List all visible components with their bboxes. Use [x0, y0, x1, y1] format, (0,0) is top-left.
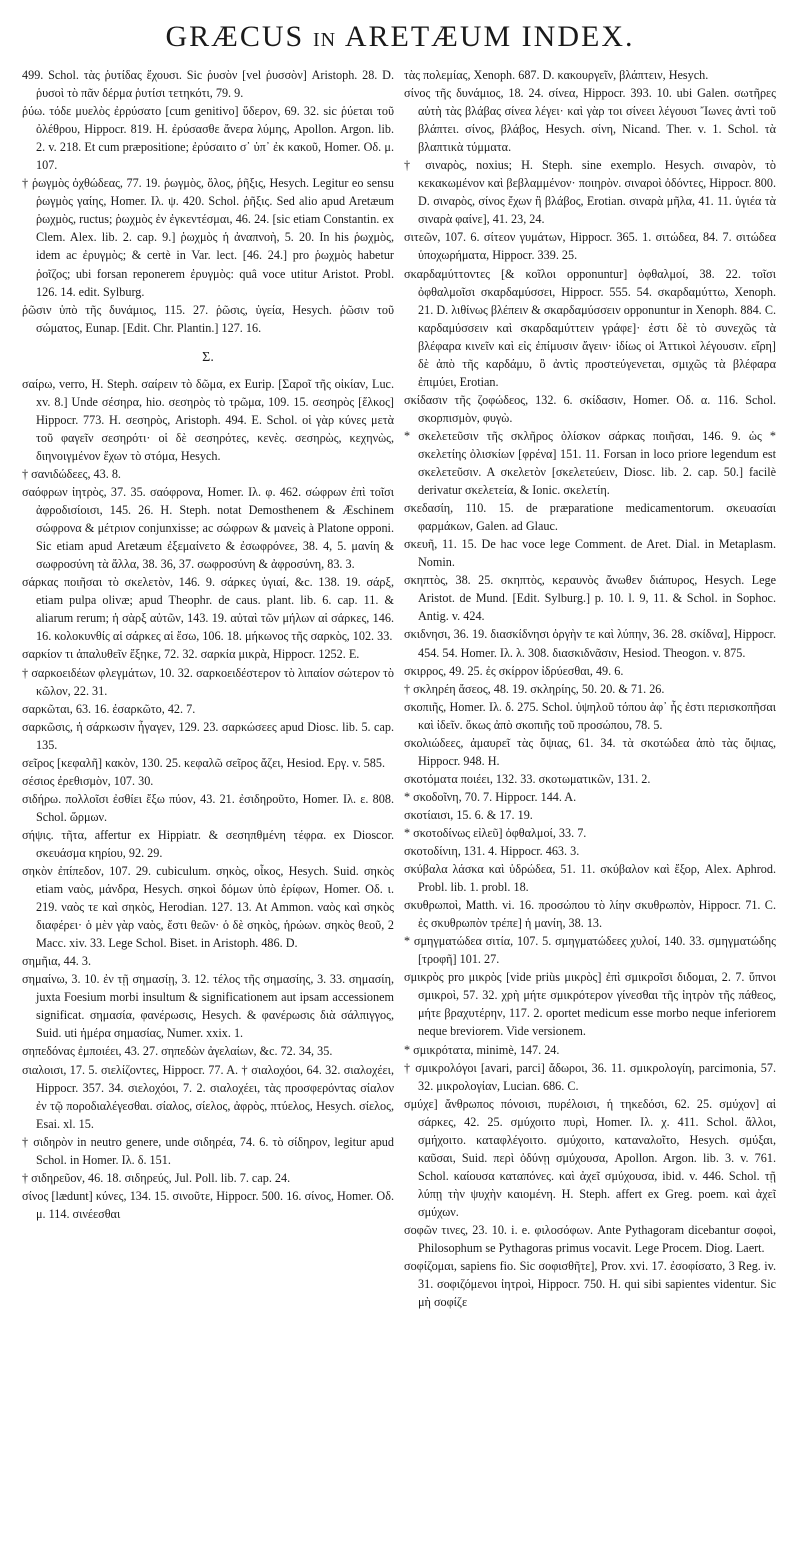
index-entry: * σμηγματώδεα σιτία, 107. 5. σμηγματώδεες χυλοί, 140. 33. σμηγματώδης [τροφῆ] 101. 27. [404, 934, 776, 967]
index-entry: σκοτίαισι, 15. 6. & 17. 19. [404, 807, 533, 822]
index-entry: * σκοδοῖνη, 70. 7. Hippocr. 144. A. [404, 789, 577, 804]
index-entry: ῥύω. τόδε μυελὸς ἐρρύσατο [cum genitivo] ὕδερον, 69. 32. sic ῥύεται τοῦ ὀλέθρου, Hippocr. 819. H. ἐρύσασθε ἄνερα λύμης, Apollon. Argon. lib. 2. v. 218. Et cum præpositione; ἐρύσαιτο σ᾽ ὑπ᾽ ἐκ κακοῦ, Homer. Οδ. μ. 107. [22, 104, 394, 173]
index-entry: σκύβαλα λάσκα καὶ ὑδρώδεα, 51. 11. σκύβαλον καὶ ἔξορ, Alex. Aphrod. Probl. lib. 1. probl. 18. [404, 862, 776, 895]
index-entry: σκιρρος, 49. 25. ἐς σκίρρον ἰδρύεσθαι, 49. 6. [404, 663, 624, 678]
right-column [404, 66, 776, 1536]
index-entry: σοφῶν τινες, 23. 10. i. e. φιλοσόφων. Ante Pythagoram dicebantur σοφοὶ, Philosophum se Pythagoras primus vocavit. Lege Procem. Diog. Laert. [404, 1223, 776, 1256]
index-entry: * σκελετεῦσιν τῆς σκλῆρος ὀλίσκον σάρκας ποιῆσαι, 146. 9. ὡς * σκελετίης ὀλισκίων [φρένα] 151. 11. Forsan in loco priore legendum est σκελετεῦσιν. Α σκελετὸν [σκελετεύειν, Diosc. lib. 2. cap. 50.] facilè derivatur σκελετεία, & Ionic. σκελετίη. [404, 428, 776, 498]
index-entry: σκιδνησι, 36. 19. διασκίδνησι ὀργὴν τε καὶ λύπην, 36. 28. σκίδνα], Hippocr. 454. 54. Homer. Ιλ. λ. 308. διασκιδνᾶσιν, Hesiod. Theogon. v. 875. [404, 627, 776, 660]
index-entry: † σιδηρεῦον, 46. 18. σιδηρεύς, Jul. Poll. lib. 7. cap. 24. [22, 1170, 291, 1185]
index-entry: † σανιδώδεες, 43. 8. [22, 466, 121, 481]
index-entry: σιαλοισι, 17. 5. σιελίζοντες, Hippocr. 77. A. † σιαλοχόοι, 64. 32. σιαλοχέει, Hippocr. 357. 34. σιελοχόοι, 7. 2. σιαλοχέει, τὰς προσφερόντας σίαλον ἐν τῷ ποροδιαλέγεσθαι. σίαλος, σίελος, ἀφρὸς, πτύελος, Hesych. σίελος, Esai. xl. 15. [22, 1062, 394, 1131]
index-entry: † σκληρέη ἄσεος, 48. 19. σκληρίης, 50. 20. & 71. 26. [404, 681, 665, 696]
index-entry: σέσιος ἐρεθισμὸν, 107. 30. [22, 773, 154, 788]
index-entry: σάρκας ποιῆσαι τὸ σκελετὸν, 146. 9. σάρκες ὑγιαί, &c. 138. 19. σάρξ, etiam pulpa olivæ; apud Theophr. de caus. plant. lib. 6. cap. 11. & aliarum rerum; ἡ σὰρξ αὐτῶν, 143. 19. αὐταὶ τῶν μήλων αἱ σάρκες, 146. 16. κολοκυνθίς αἱ σάρκες αἱ ἔσω, 106. 18. μήκωνος τῆς σαρκὸς, 102. 33. [22, 575, 394, 644]
index-entry: σημῆια, 44. 3. [22, 954, 92, 969]
title-word-in: IN [312, 29, 337, 51]
index-entry: τὰς πολεμίας, Xenoph. 687. D. κακουργεῖν, βλάπτειν, Hesych. [404, 68, 709, 82]
right-entries [404, 66, 776, 1311]
index-entry: σοφίζομαι, sapiens fio. Sic σοφισθῆτε], Prov. xvi. 17. ἐσοφίσατο, 3 Reg. iv. 31. σοφιζόμενοι ἰητροὶ, Hippocr. 750. H. qui sibi sapientes videntur. Sic μὴ σοφίζε [404, 1259, 776, 1310]
index-entry: σαρκίον τι ἀπαλυθεῖν ἔξηκε, 72. 32. σαρκία μικρὰ, Hippocr. 1252. E. [22, 647, 360, 662]
index-entry: † ῥωγμὸς ὀχθώδεας, 77. 19. ῥωγμὸς, ὅλος, ῥῆξις, Hesych. Legitur eo sensu ῥωγμὸς γαίης, Homer. Ιλ. ψ. 420. Schol. ῥῆξις. Sed alio apud Aretæum ῥωχμὸς, ructus; ῥωχμὸς ἐν ἐγκεντέσμαι, 46. 24. [sic etiam Constantin. ex Clem. Alex. lib. 2. cap. 9.] ῥωχμὸς ἡ ἀναπνοὴ, 5. 20. In his ῥωχμὸς, idem ac ἐρυγμὸς; & certè in Var. lect. [46. 24.] pro ῥωχμὸς habetur ῥοῖζος; ubi forsan reponerem ἐρυγμὸς: quâ voce utitur Aristot. Probl. 126. 14. edit. Sylburg. [22, 176, 394, 299]
index-entry: σηκὸν ἐπίπεδον, 107. 29. cubiculum. σηκὸς, οἶκος, Hesych. Suid. σηκὸς etiam ναὸς, μάνδρα, Hesych. σηκοὶ δόμων ὑπὸ ἐρίφων, Homer. Οδ. ι. 219. ναὸς τε καὶ σηκὸς, Herodian. 127. 13. At Ammon. ναὸς καὶ σηκὸς διαφέρει· ὁ μὲν γὰρ ναὸς, ἔστι θεῶν· ὁ δὲ σηκὸς, ἡρώων. σηκὸς θεοῦ, 2 Macc. xiv. 33. Lege Schol. Biset. in Aristoph. 486. D. [22, 864, 394, 951]
index-entry: † σιναρὸς, noxius; H. Steph. sine exemplo. Hesych. σιναρὸν, τὸ κεκακωμένον καὶ βεβλαμμένον· ποιηρὸν. σιναροὶ ὀδόντες, Hippocr. 800. D. σιναρὸς, σίνος ἔχων ἢ βλάβος, Erotian. σιναρὰ μῆλα, 41. 11. ὑγιέα τὰ σιναρὰ φαίνε], 41. 23, 24. [404, 158, 776, 227]
title-word-graecus: GRÆCUS [165, 20, 305, 53]
index-entry: σίνος [lædunt] κύνες, 134. 15. σινοῦτε, Hippocr. 500. 16. σίνος, Homer. Οδ. μ. 114. σινέεσθαι [22, 1188, 394, 1221]
index-entry: σίνος τῆς δυνάμιος, 18. 24. σίνεα, Hippocr. 393. 10. ubi Galen. σωτῆρες αὐτὴ τὰς βλάβας σίνεα λέγει· καὶ γὰρ τοι σίνεει λέγουσι Ἴωνες ἀντὶ τοῦ βλάπτει. σίνος, βλάβος, Hesych. σίνη, Nicand. Ther. v. 1. Schol. τὰ βλαπτικὰ τύμματα. [404, 86, 776, 155]
index-entry: σαρκῶσις, ἡ σάρκωσιν ἦγαγεν, 129. 23. σαρκώσεες apud Diosc. lib. 5. cap. 135. [22, 719, 394, 752]
index-entry: σκευῆ, 11. 15. De hac voce lege Comment. de Aret. Dial. in Metaplasm. Nomin. [404, 537, 776, 570]
index-entry: * σμικρότατα, minimè, 147. 24. [404, 1042, 560, 1057]
index-entry: σκαρδαμύττοντες [& κοῖλοι opponuntur] ὀφθαλμοί, 38. 22. τοῖσι ὀφθαλμοῖσι σκαρδαμύσσει, Hippocr. 555. 54. σκαρδαμύττω, Xenoph. 21. D. λιθίνως βλέπειν & σκαρδαμύσσειν opponuntur in Xenoph. 884. C. καρδαμύσσειν καὶ σκαρδαμύττειν γράφε]· ἐστι δὲ τὸ συνεχῶς τὰ βλέφαρα κινεῖν καὶ εἰς ἐπίμυσιν ἄγειν· ἰδίως οἱ Ἀττικοὶ λέγουσιν. εἴρη] δὲ ἀπὸ τῆς καρδάμυ, ὃ ἀντὶς προστεύγενεται, σμιχῶς τὰ βλέφαρα ἐπιμύει, Erotian. [404, 266, 776, 389]
index-entry: σκυθρωποὶ, Matth. vi. 16. προσώπου τὸ λίην σκυθρωπὸν, Hippocr. 71. C. ἐς σκυθρωπὸν τρέπε] ἡ μανίη, 38. 13. [404, 898, 776, 931]
index-entry: σκοτοδίνιη, 131. 4. Hippocr. 463. 3. [404, 844, 580, 859]
index-entry: σημαίνω, 3. 10. ἐν τῇ σημασίῃ, 3. 12. τέλος τῆς σημασίης, 3. 33. σημασίη, juxta Foesium morbi insultum & significationem aut ipsam accessionem significat. σημασία, φανέρωσις, Hesych. & φανέρωσις διὰ σάλπιγγος, Suid. uti ἡμέρα σημασίας, Numer. xxix. 1. [22, 972, 394, 1041]
index-entry: † σιδηρὸν in neutro genere, unde σιδηρέα, 74. 6. τὸ σίδηρον, legitur apud Schol. in Homer. Ιλ. δ. 151. [22, 1134, 394, 1167]
index-entry: σιτεῶν, 107. 6. σίτεον γυμάτων, Hippocr. 365. 1. σιτώδεα, 84. 7. σιτώδεα ὑποχωρήματα, Hippocr. 339. 25. [404, 230, 776, 263]
index-entry: σκολιώδεες, ἀμαυρεῖ τὰς ὄψιας, 61. 34. τὰ σκοτώδεα ἀπὸ τὰς ὄψιας, Hippocr. 948. H. [404, 735, 776, 768]
index-entry: σμύχε] ἄνθρωπος πόνοισι, πυρέλοισι, ἡ τηκεδόσι, 62. 25. σμύχον] αἱ σάρκες, 42. 25. σμύχοιτο πυρὶ, Homer. Ιλ. χ. 411. Schol. ἄλλοι, σμήχοιτο. καταφλέγοιτο. σμύχοιτο, καταναλοῖτο, Hesych. σμύξαι, καῦσαι, Suid. περὶ ὀδύνῃ σμύχουσα, Apollon. Argon. lib. 3. v. 761. Schol. καίουσα καταπόνες. καὶ ἀχεῖ σμύχουσα, ibid. v. 446. Schol. τῇ λύπῃ τὴν ψυχὴν καιομένη. H. Steph. affert ex Greg. poem. καὶ ἀχεῖ σμύχων. [404, 1096, 776, 1219]
index-entry: σκηπτὸς, 38. 25. σκηπτὸς, κεραυνὸς ἄνωθεν διάπυρος, Hesych. Lege Aristot. de Mund. [Edit. Sylburg.] p. 10. l. 9, 11. & Schol. in Sophoc. Antig. v. 424. [404, 573, 776, 624]
index-entry: σαίρω, verro, H. Steph. σαίρειν τὸ δῶμα, ex Eurip. [Σαροῖ τῆς οἰκίαν, Luc. xv. 8.] Unde σέσηρα, hio. σεσηρὸς τὸ τρῶμα, 109. 15. σεσηρὸς [ἕλκος] Hippocr. 773. H. σεσηρὸς, Aristoph. 494. E. Schol. οἱ γὰρ κύνες μετὰ τοῦ φαγεῖν σεσηρότι· οἱ δὲ σεσηρότες, κενὲς. σεσηρὼς, κεχηνὼς, διηνοιγμένον ἔχων τὸ στόμα, Hesych. [22, 376, 394, 463]
index-entry: σκοτόματα ποιέει, 132. 33. σκοτωματικῶν, 131. 2. [404, 771, 651, 786]
index-entry: σμικρὸς pro μικρὸς [vide priùs μικρὸς] ἐπὶ σμικροῖσι διδομαι, 2. 7. ὕπνοι σμικροὶ, 57. 32. χρὴ μήτε σμικρότερον γίνεσθαι τῆς ἰητρὸν τῆς πάθεος, μήτε βραχυτέρην, 117. 2. oportet medicum esse morbo neque inferiorem neque breviorem. Vide versionem. [404, 970, 776, 1039]
index-entry: σαόφρων ἰητρὸς, 37. 35. σαόφρονα, Homer. Ιλ. φ. 462. σώφρων ἐπὶ τοῖσι ἀφροδισίοισι, 145. 26. H. Steph. notat Demosthenem & Æschinem σώφρονα & μέτριον conjunxisse; ac σώφρων & μανεὶς à Platone opponi. Sic etiam apud Aretæum ἐξεμαίνετο & ἐσωφρόνεε, 38. 4, 5. μανίη & σωφροσύνη τὰ ἄλλα, 38. 36, 37. σωφροσύνη & ἀφροσύνη, 83. 3. [22, 485, 394, 572]
left-column [22, 66, 394, 1536]
index-entry: 499. Schol. τὰς ῥυτίδας ἔχουσι. Sic ῥυσὸν [vel ῥυσσὸν] Aristoph. 28. D. ῥυσοὶ τὸ πᾶν δέρμα ῥυτίσι τετηκότι, 79. 9. [22, 68, 394, 101]
index-entry: σκοπιῆς, Homer. Ιλ. δ. 275. Schol. ὑψηλοῦ τόπου ἀφ᾽ ἧς ἐστι περισκοπῆσαι καὶ ἰδεῖν. ὅκως ἀπὸ σκοπιῆς τοῦ προσώπου, 78. 5. [404, 699, 776, 732]
left-entries-after-section [22, 375, 394, 1223]
section-letter-sigma: Σ. [202, 349, 214, 365]
index-entry: ῥῶσιν ὑπὸ τῆς δυνάμιος, 115. 27. ῥῶσις, ὑγεία, Hesych. ῥῶσιν τοῦ σώματος, Eunap. [Edit. Chr. Plantin.] 127. 16. [22, 302, 394, 335]
index-entry: σκίδασιν τῆς ζοφώδεος, 132. 6. σκίδασιν, Homer. Οδ. α. 116. Schol. σκορπισμὸν, φυγὼ. [404, 392, 776, 425]
index-entry: σαρκῶται, 63. 16. ἐσαρκῶτο, 42. 7. [22, 701, 196, 716]
index-entry: σιδήρω. πολλοῖσι ἐσθίει ἔξω πύον, 43. 21. ἐσιδηροῦτο, Homer. Ιλ. ε. 808. Schol. ὥρμων. [22, 791, 394, 824]
left-entries-before-section [22, 66, 394, 337]
index-entry: σηπεδόνας ἐμποιέει, 43. 27. σηπεδὼν ἀγελαίων, &c. 72. 34, 35. [22, 1044, 333, 1059]
index-entry: σκεδασίη, 110. 15. de præparatione medicamentorum. σκευασίαι φαρμάκων, Galen. ad Glauc. [404, 501, 776, 534]
title-word-aretaeum-index: ARETÆUM INDEX. [344, 20, 635, 53]
page-title [0, 20, 800, 54]
index-entry: * σκοτοδίνως εἰλεῦ] ὀφθαλμοί, 33. 7. [404, 825, 587, 840]
index-entry: † σμικρολόγοι [avari, parci] ἄδωροι, 36. 11. σμικρολογίη, parcimonia, 57. 32. μικρολογίαν, Lucian. 686. C. [404, 1060, 776, 1093]
index-entry: σήψις. τῆτα, affertur ex Hippiatr. & σεσηπθμένη τέφρα. ex Dioscor. σκευάσμα κηρίου, 92. 29. [22, 827, 394, 860]
index-entry: † σαρκοειδέων φλεγμάτων, 10. 32. σαρκοειδέστερον τὸ λιπαίον σώτερον τὸ κῶλον, 22. 31. [22, 665, 394, 698]
index-entry: σεῖρος [κεφαλῆ] κακὸν, 130. 25. κεφαλῶ σεῖρος ἄζει, Hesiod. Εργ. v. 585. [22, 755, 385, 770]
